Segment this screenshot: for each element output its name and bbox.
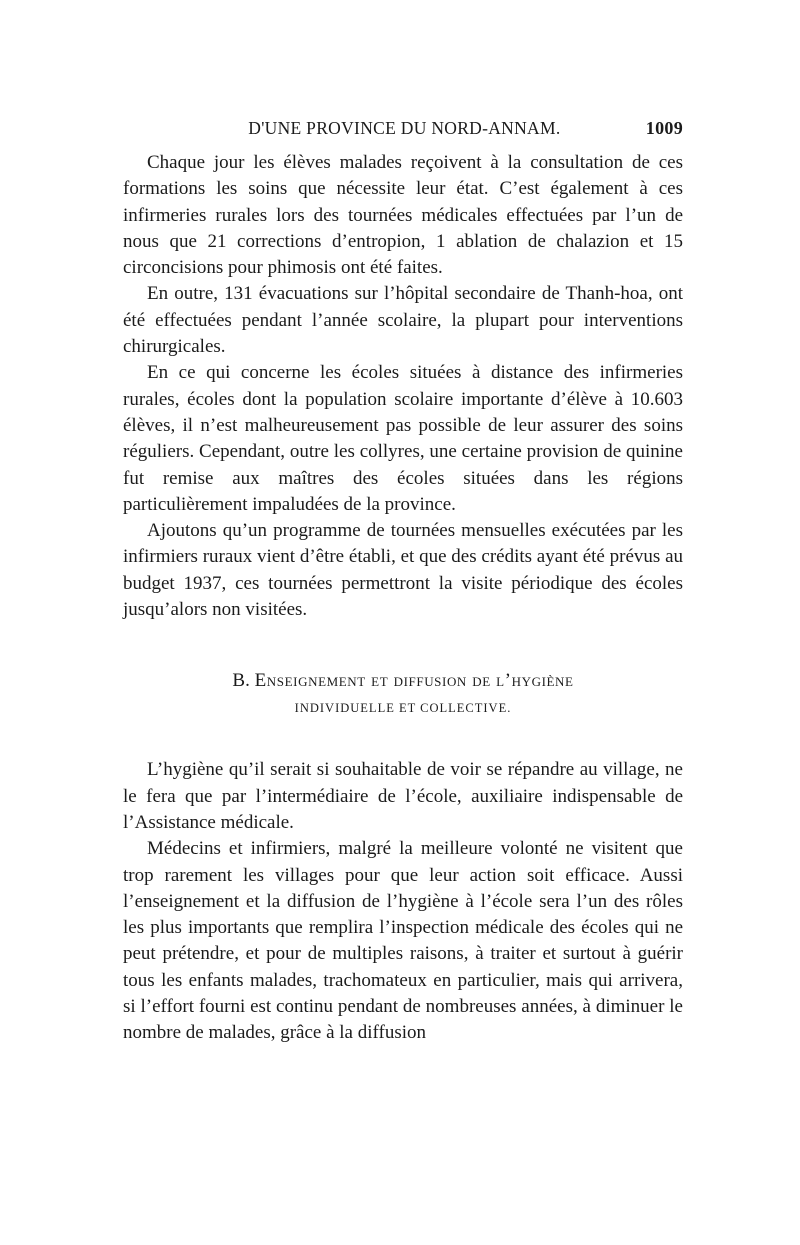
page-number: 1009 xyxy=(645,118,683,138)
section-subtitle: INDIVIDUELLE ET COLLECTIVE. xyxy=(294,701,512,716)
paragraph: En ce qui concerne les écoles situées à distance des infirmeries rurales, écoles dont la population scolaire importante d’élève à 10.603 élèves, il n’est malheureusement pas possible de leur assurer des soins réguliers. Cependant, outre les collyres, une certaine provision de quinine fut remise aux maîtres des écoles situées dans les régions particulièrement impaludées de la province. xyxy=(123,362,683,515)
running-head xyxy=(123,118,683,150)
document-page xyxy=(123,118,683,1047)
paragraph: En outre, 131 évacuations sur l’hôpital secondaire de Thanh-hoa, ont été effectuées pendant l’année scolaire, la plupart pour interventions chirurgicales. xyxy=(123,283,683,358)
section-heading xyxy=(123,667,683,721)
paragraph: Médecins et infirmiers, malgré la meilleure volonté ne visitent que trop rarement les villages pour que leur action soit efficace. Aussi l’enseignement et la diffusion de l’hygiène à l’école sera l’un des rôles les plus importants que remplira l’inspection médicale des écoles qui ne peut prétendre, et pour de multiples raisons, à traiter et surtout à guérir tous les enfants malades, trachomateux en particulier, mais qui arrivera, si l’effort fourni est continu pendant de nombreuses années, à diminuer le nombre de malades, grâce à la diffusion xyxy=(123,838,683,1044)
section-heading-line1 xyxy=(123,667,683,695)
paragraph: Ajoutons qu’un programme de tournées mensuelles exécutées par les infirmiers ruraux vient d’être établi, et que des crédits ayant été prévus au budget 1937, ces tournées permettront la visite périodique des écoles jusqu’alors non visitées. xyxy=(123,520,683,621)
paragraph: Chaque jour les élèves malades reçoivent à la consultation de ces formations les soins que nécessite leur état. C’est également à ces infirmeries rurales lors des tournées médicales effectuées par l’un de nous que 21 corrections d’entropion, 1 ablation de chalazion et 15 circoncisions pour phimosis ont été faites. xyxy=(123,152,683,279)
body-text-bottom xyxy=(123,757,683,1046)
section-title: Enseignement et diffusion de l’hygiène xyxy=(254,670,574,692)
body-text-top xyxy=(123,150,683,623)
section-letter: B. xyxy=(232,670,250,692)
paragraph: L’hygiène qu’il serait si souhaitable de voir se répandre au village, ne le fera que par l’intermédiaire de l’école, auxiliaire indispensable de l’Assistance médicale. xyxy=(123,759,683,833)
running-title: D'UNE PROVINCE DU NORD-ANNAM. xyxy=(248,118,561,138)
